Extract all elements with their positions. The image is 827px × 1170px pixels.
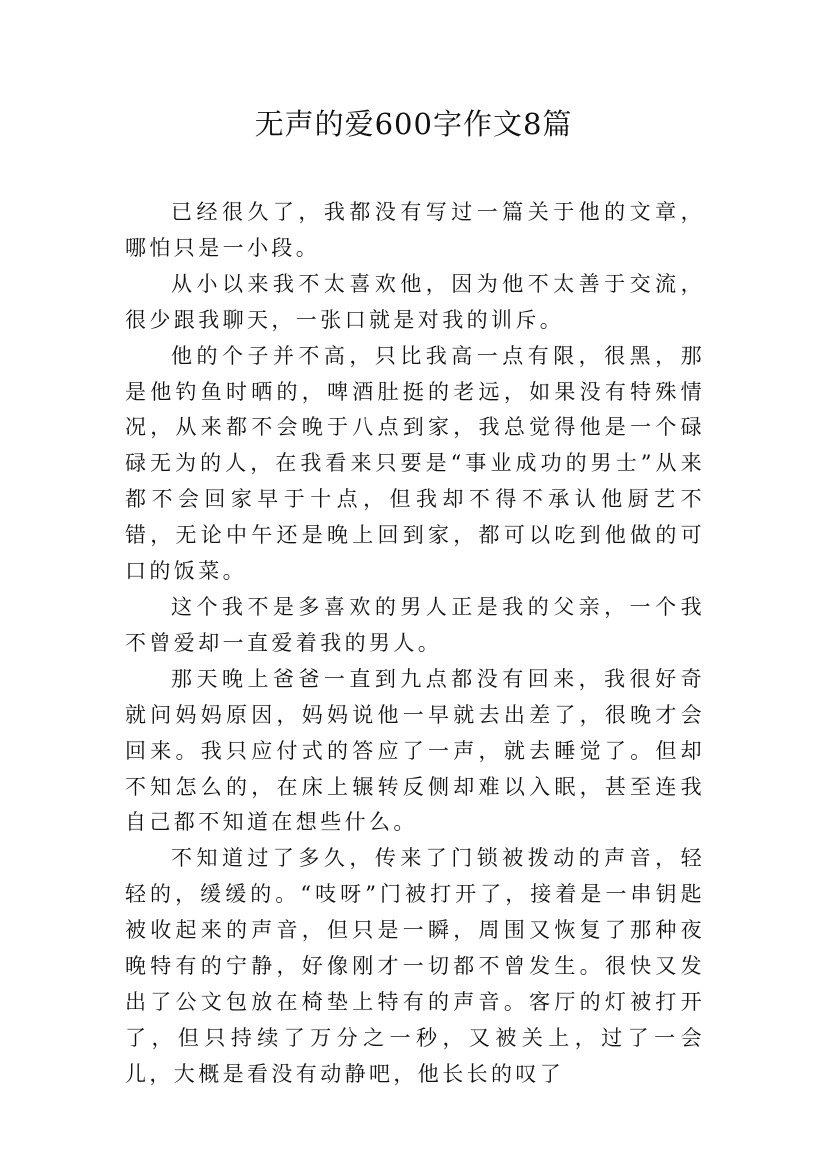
paragraph-5: 那天晚上爸爸一直到九点都没有回来，我很好奇就问妈妈原因，妈妈说他一早就去出差了，很晚才会回来。我只应付式的答应了一声，就去睡觉了。但却不知怎么的，在床上辗转反侧却难以入眠，甚至连我自己都不知道在想些什么。 <box>125 666 705 835</box>
paragraph-3: 他的个子并不高，只比我高一点有限，很黑，那是他钓鱼时晒的，啤酒肚挺的老远，如果没有特殊情况，从来都不会晚于八点到家，我总觉得他是一个碌碌无为的人，在我看来只要是“事业成功的男士”从来都不会回家早于十点，但我却不得不承认他厨艺不错，无论中午还是晚上回到家，都可以吃到他做的可口的饭菜。 <box>125 343 705 584</box>
paragraph-6: 不知道过了多久，传来了门锁被拨动的声音，轻轻的，缓缓的。“吱呀”门被打开了，接着是一串钥匙被收起来的声音，但只是一瞬，周围又恢复了那种夜晚特有的宁静，好像刚才一切都不曾发生。很快又发出了公文包放在椅垫上特有的声音。客厅的灯被打开了，但只持续了万分之一秒，又被关上，过了一会儿，大概是看没有动静吧，他长长的叹了 <box>125 846 705 1086</box>
paragraph-2: 从小以来我不太喜欢他，因为他不太善于交流，很少跟我聊天，一张口就是对我的训斥。 <box>125 271 705 332</box>
document-title: 无声的爱600字作文8篇 <box>254 107 573 141</box>
paragraph-4: 这个我不是多喜欢的男人正是我的父亲，一个我不曾爱却一直爱着我的男人。 <box>125 594 705 655</box>
document-body <box>125 195 705 1093</box>
paragraph-1: 已经很久了，我都没有写过一篇关于他的文章，哪怕只是一小段。 <box>125 200 705 260</box>
